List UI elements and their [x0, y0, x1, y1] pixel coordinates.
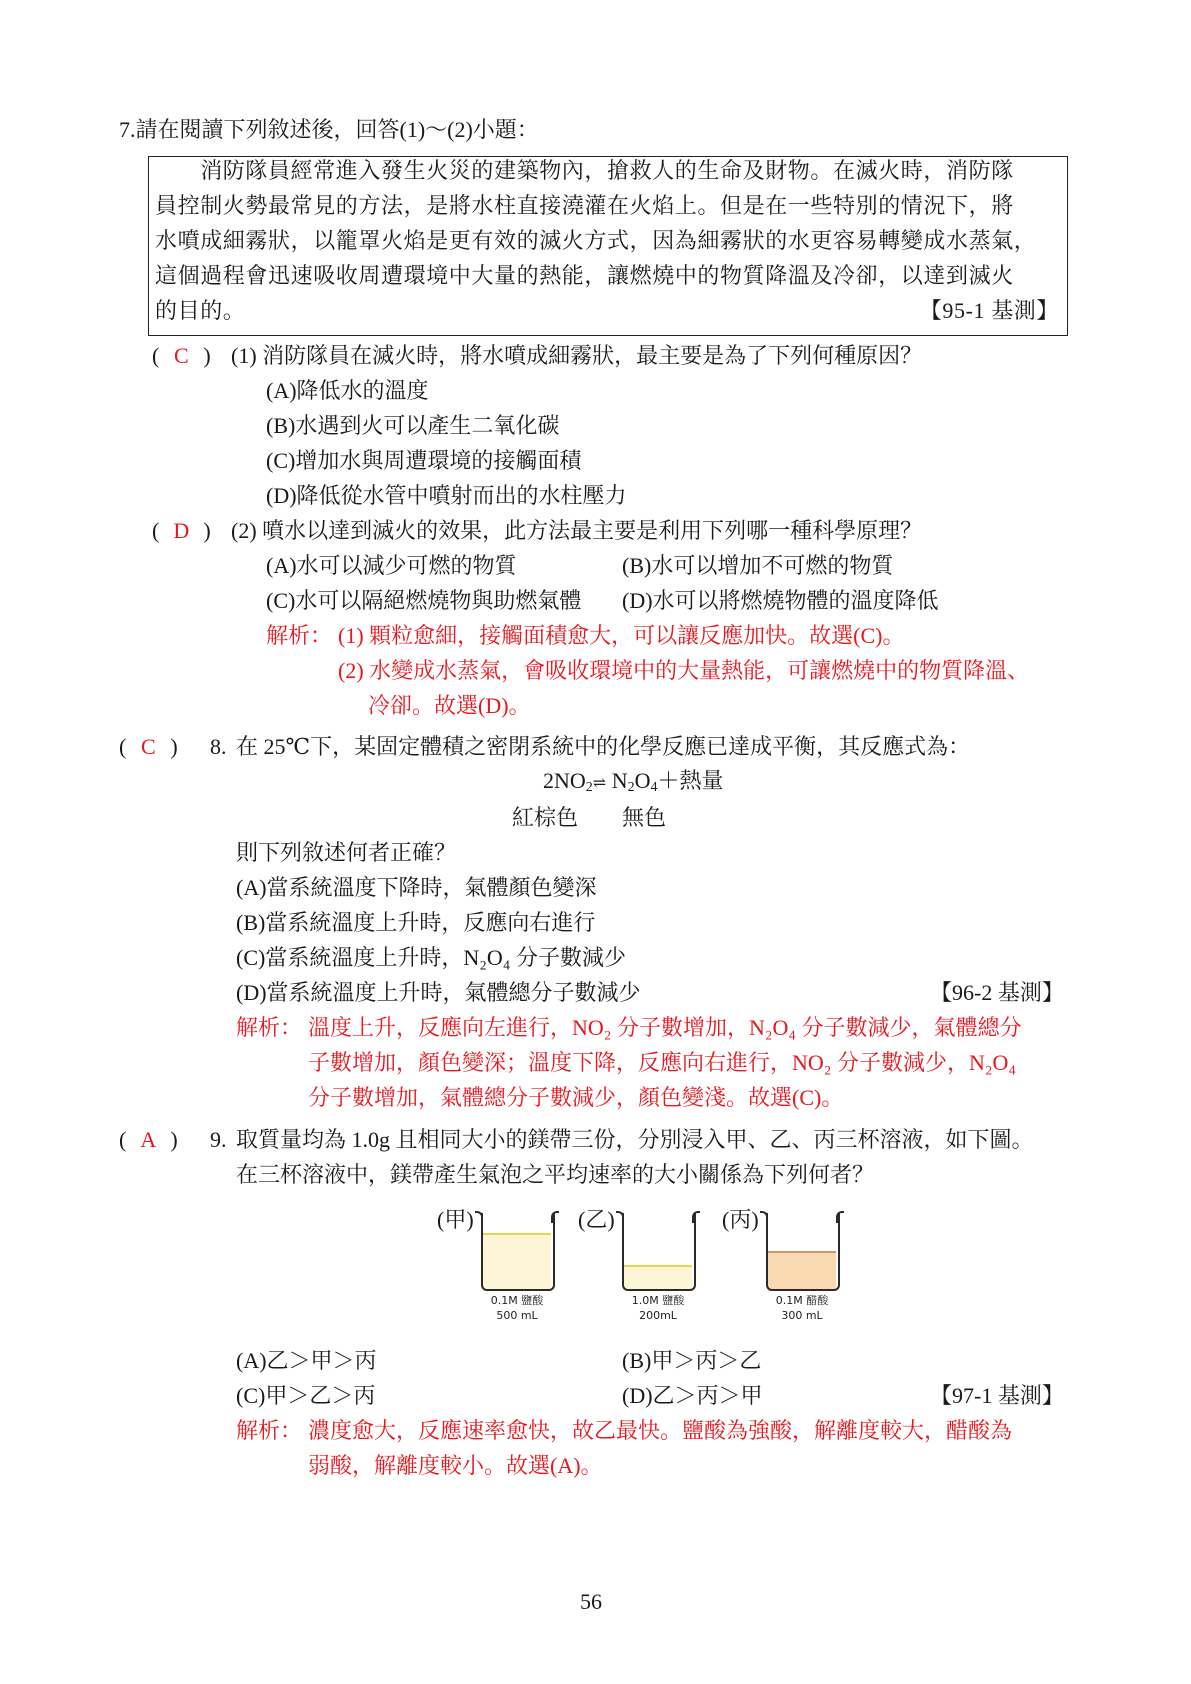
beaker-tag: (乙) [578, 1207, 615, 1232]
explanation-label: 解析： [236, 1015, 303, 1040]
beaker-lip [475, 1211, 483, 1223]
q9-question-line: 取質量均為 1.0g 且相同大小的鎂帶三份，分別浸入甲、乙、丙三杯溶液，如下圖。 [236, 1127, 1034, 1152]
passage-line: 水噴成細霧狀，以籠罩火焰是更有效的滅火方式，因為細霧狀的水更容易轉變成水蒸氣， [155, 228, 1037, 253]
eq-sub: 4 [650, 780, 658, 795]
beaker-volume: 300 mL [781, 1309, 823, 1322]
q8-source: 【96-2 基測】 [930, 980, 1064, 1005]
eq-heat: ＋熱量 [657, 768, 724, 793]
option: (D)當系統溫度上升時，氣體總分子數減少 [236, 980, 641, 1005]
q7-2-answer-bracket: ( D ) [152, 514, 211, 548]
beaker-lip [616, 1211, 624, 1223]
explanation-line: 冷卻。故選(D)。 [368, 693, 531, 718]
color-label-left: 紅棕色 [512, 805, 579, 830]
q9-number: 9. [210, 1127, 227, 1152]
q8-answer-bracket: ( C ) [119, 730, 178, 764]
explanation-line: (1) 顆粒愈細，接觸面積愈大，可以讓反應加快。故選(C)。 [338, 623, 905, 648]
beaker-lip [760, 1211, 768, 1223]
eq-reactant: 2NO [543, 768, 586, 793]
option: (B)水遇到火可以產生二氧化碳 [266, 413, 560, 438]
answer-letter: C [140, 734, 156, 759]
beaker-wall [622, 1213, 696, 1291]
q7-1-question: (1) 消防隊員在滅火時，將水噴成細霧狀，最主要是為了下列何種原因？ [231, 343, 923, 368]
explanation-line: 子數增加，顏色變深；溫度下降，反應向右進行，NO₂ 分子數減少，N₂O₄ [308, 1050, 1017, 1075]
answer-letter: A [140, 1127, 157, 1152]
option: (D)水可以將燃燒物體的溫度降低 [622, 588, 939, 613]
explanation-line: (2) 水變成水蒸氣，會吸收環境中的大量熱能，可讓燃燒中的物質降溫、 [338, 658, 1030, 683]
option: (A)水可以減少可燃的物質 [266, 553, 517, 578]
beaker-yi [578, 1205, 718, 1325]
option: (A)當系統溫度下降時，氣體顏色變深 [236, 875, 597, 900]
q7-2-question: (2) 噴水以達到滅火的效果，此方法最主要是利用下列哪一種科學原理？ [231, 518, 923, 543]
beaker-lip [692, 1211, 700, 1223]
answer-letter: D [173, 518, 190, 543]
option: (B)甲＞丙＞乙 [622, 1348, 762, 1373]
eq-sub: 2 [585, 780, 593, 795]
equilibrium-arrow-icon: ⇌ [592, 775, 607, 792]
option: (A)乙＞甲＞丙 [236, 1348, 377, 1373]
beaker-jia [437, 1205, 577, 1325]
explanation-line: 弱酸，解離度較小。故選(A)。 [308, 1453, 603, 1478]
q7-prompt: 7.請在閱讀下列敘述後，回答(1)～(2)小題： [119, 117, 539, 142]
option: (C)水可以隔絕燃燒物與助燃氣體 [266, 588, 582, 613]
explanation-line: 濃度愈大，反應速率愈快，故乙最快。鹽酸為強酸，解離度較大，醋酸為 [308, 1418, 1013, 1443]
beaker-lip [551, 1211, 559, 1223]
answer-letter: C [173, 343, 189, 368]
option: (C)甲＞乙＞丙 [236, 1383, 376, 1408]
beaker-wall [481, 1213, 555, 1291]
passage-line: 員控制火勢最常見的方法，是將水柱直接澆灌在火焰上。但是在一些特別的情況下，將 [155, 193, 1014, 218]
eq-product: O [634, 768, 651, 793]
explanation-label: 解析： [266, 623, 333, 648]
q9-question-line: 在三杯溶液中，鎂帶產生氣泡之平均速率的大小關係為下列何者？ [236, 1162, 875, 1187]
option: (D)乙＞丙＞甲 [622, 1383, 763, 1408]
color-label-right: 無色 [622, 805, 667, 830]
beaker-volume: 500 mL [496, 1309, 538, 1322]
beaker-tag: (丙) [722, 1207, 759, 1232]
q7-source: 【95-1 基測】 [919, 298, 1059, 323]
beaker-lip [836, 1211, 844, 1223]
passage-line: 的目的。 [155, 298, 246, 323]
option: (C)增加水與周遭環境的接觸面積 [266, 448, 582, 473]
option: (B)水可以增加不可燃的物質 [622, 553, 894, 578]
beaker-solution: 1.0M 鹽酸 [631, 1294, 685, 1307]
q9-answer-bracket: ( A ) [119, 1123, 178, 1157]
beaker-wall [766, 1213, 840, 1291]
q8-number: 8. [210, 734, 227, 759]
beaker-solution: 0.1M 鹽酸 [490, 1294, 544, 1307]
eq-product: N [611, 768, 628, 793]
q8-question: 在 25℃下，某固定體積之密閉系統中的化學反應已達成平衡，其反應式為： [236, 734, 971, 759]
q9-source: 【97-1 基測】 [930, 1383, 1064, 1408]
q7-passage-box [148, 156, 1068, 336]
page-number: 56 [580, 1589, 602, 1614]
passage-line: 消防隊員經常進入發生火災的建築物內，搶救人的生命及財物。在滅火時，消防隊 [155, 158, 1014, 183]
explanation-line: 溫度上升，反應向左進行，NO₂ 分子數增加，N₂O₄ 分子數減少，氣體總分 [308, 1015, 1022, 1040]
beaker-solution: 0.1M 醋酸 [775, 1294, 829, 1307]
explanation-label: 解析： [236, 1418, 303, 1443]
option: (A)降低水的溫度 [266, 378, 429, 403]
option: (B)當系統溫度上升時，反應向右進行 [236, 910, 596, 935]
q8-equation [543, 764, 723, 801]
explanation-line: 分子數增加，氣體總分子數減少，顏色變淺。故選(C)。 [308, 1085, 844, 1110]
beaker-volume: 200mL [639, 1309, 677, 1322]
option: (C)當系統溫度上升時，N₂O₄ 分子數減少 [236, 945, 626, 970]
option: (D)降低從水管中噴射而出的水柱壓力 [266, 483, 627, 508]
beaker-tag: (甲) [437, 1207, 474, 1232]
eq-sub: 2 [627, 780, 635, 795]
beaker-bing [722, 1205, 862, 1325]
passage-line: 這個過程會迅速吸收周遭環境中大量的熱能，讓燃燒中的物質降溫及冷卻，以達到滅火 [155, 263, 1014, 288]
q8-ask: 則下列敘述何者正確？ [236, 840, 457, 865]
q7-1-answer-bracket: ( C ) [152, 339, 211, 373]
